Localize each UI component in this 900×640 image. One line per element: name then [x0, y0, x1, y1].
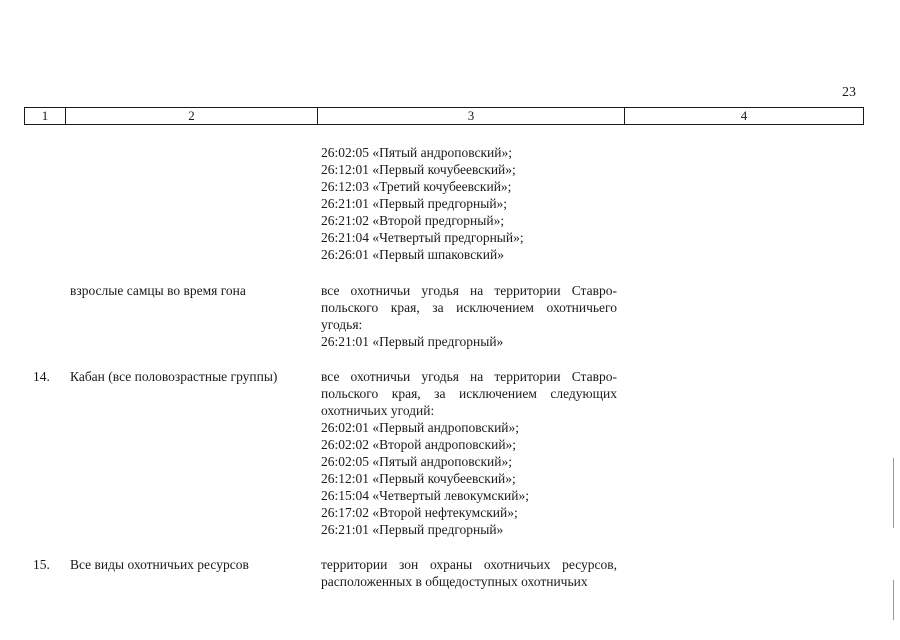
- territory-line: 26:26:01 «Первый шпаковский»: [321, 247, 504, 262]
- territory-line: 26:21:01 «Первый предгорный»: [321, 334, 504, 349]
- territory-cell: [321, 144, 617, 263]
- page-number: 23: [842, 85, 856, 100]
- territory-line: 26:12:01 «Первый кочубеевский»;: [321, 162, 516, 177]
- territory-line: 26:21:01 «Первый предгорный»;: [321, 196, 508, 211]
- territory-line: 26:21:04 «Четвертый предгорный»;: [321, 230, 524, 245]
- scan-artifact: [893, 580, 894, 620]
- header-cell-2: 2: [66, 108, 318, 124]
- row-number: 14.: [33, 369, 50, 384]
- species-cell: взрослые самцы во время гона: [70, 283, 246, 298]
- territory-line: 26:02:05 «Пятый андроповский»;: [321, 145, 513, 160]
- territory-line: 26:12:01 «Первый кочубеевский»;: [321, 471, 516, 486]
- territory-line: 26:21:02 «Второй предгорный»;: [321, 213, 505, 228]
- territory-line: 26:02:02 «Второй андроповский»;: [321, 437, 517, 452]
- header-cell-4: 4: [740, 108, 748, 123]
- territory-line: 26:02:05 «Пятый андроповский»;: [321, 454, 513, 469]
- table-header-row: [24, 107, 864, 125]
- row-number: 15.: [33, 557, 50, 572]
- species-cell: Все виды охотничьих ресурсов: [70, 557, 249, 572]
- territory-cell: [321, 556, 617, 590]
- territory-description: территории зон охраны охотничьих ресурсов, расположенных в общедоступных охотничьих: [321, 557, 617, 589]
- scan-artifact: [893, 458, 894, 528]
- territory-line: 26:17:02 «Второй нефтекумский»;: [321, 505, 518, 520]
- territory-cell: [321, 282, 617, 350]
- territory-line: 26:15:04 «Четвертый левокумский»;: [321, 488, 529, 503]
- territory-description: все охотничьи угодья на территории Ставро-польского края, за исключением охотничьего угодья:: [321, 283, 617, 332]
- territory-line: 26:21:01 «Первый предгорный»: [321, 522, 504, 537]
- territory-line: 26:12:03 «Третий кочубеевский»;: [321, 179, 512, 194]
- header-cell-1: 1: [25, 108, 66, 124]
- species-cell: Кабан (все половозрастные группы): [70, 369, 278, 384]
- header-cell-3: 3: [318, 108, 625, 124]
- territory-description: все охотничьи угодья на территории Ставро-польского края, за исключением следующих охотничьих угодий:: [321, 369, 617, 418]
- territory-cell: [321, 368, 617, 538]
- territory-line: 26:02:01 «Первый андроповский»;: [321, 420, 520, 435]
